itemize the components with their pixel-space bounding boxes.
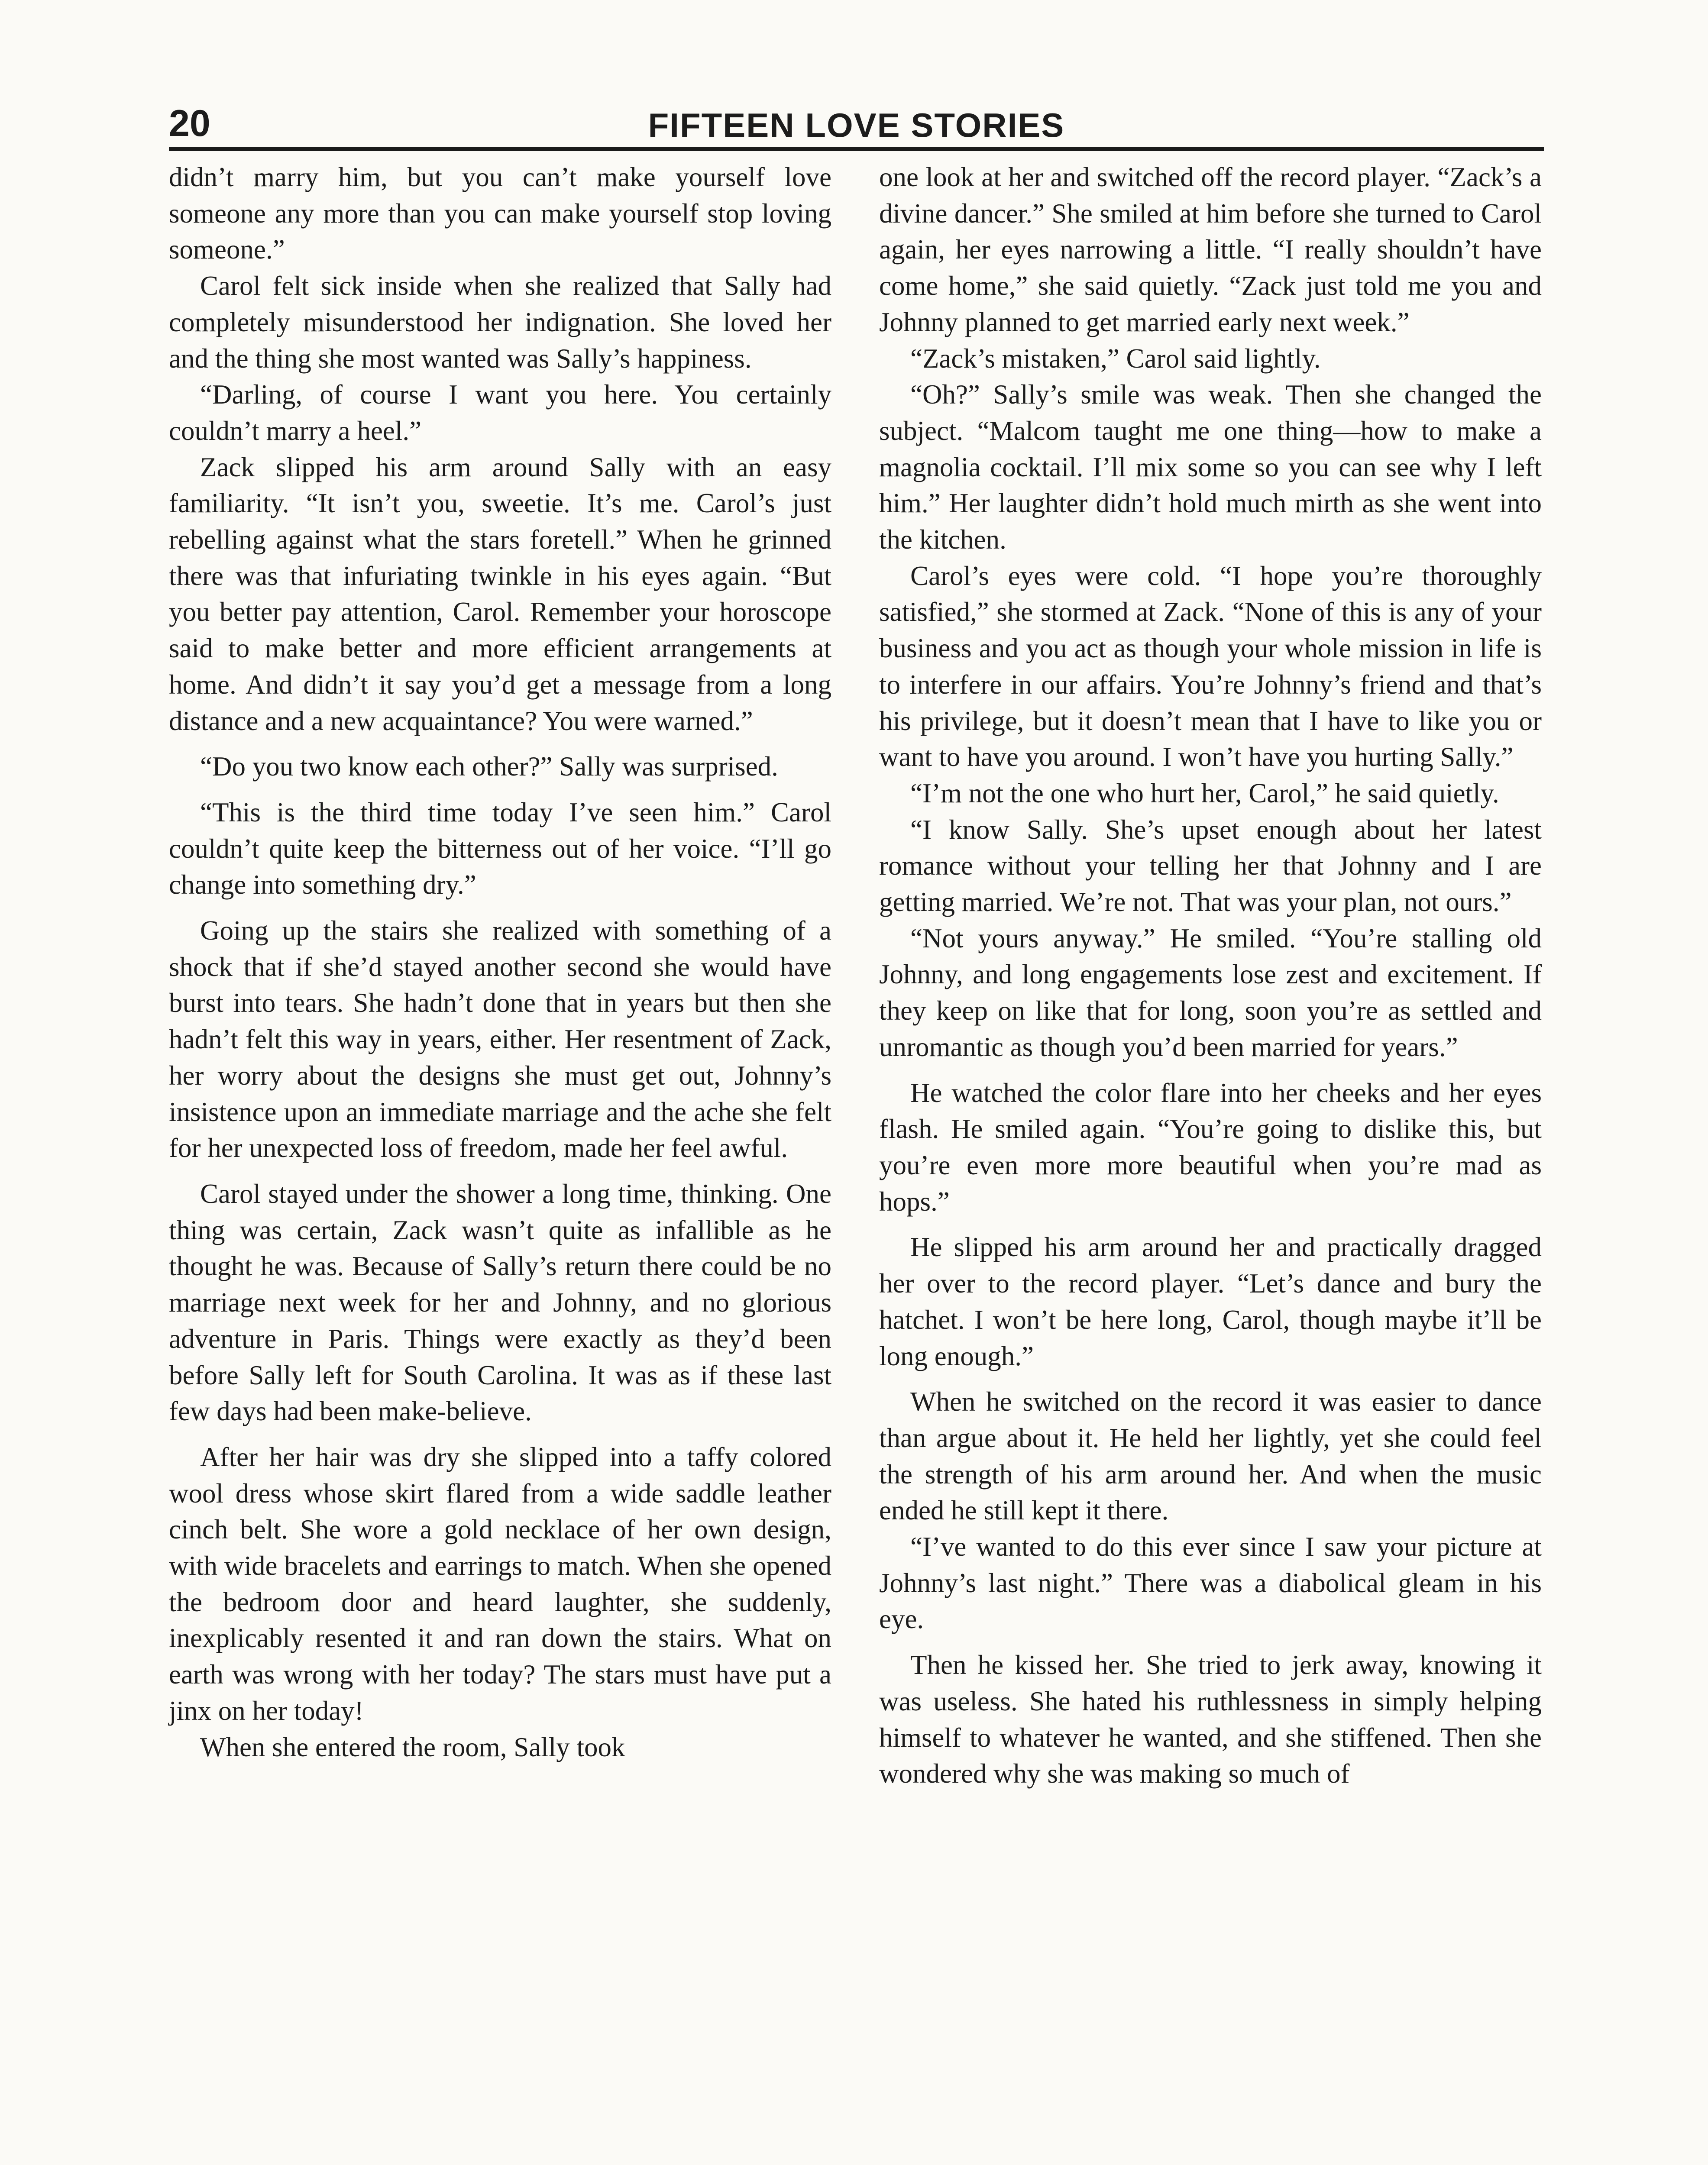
- left-column: [169, 159, 831, 1765]
- paragraph: “Darling, of course I want you here. You certainly couldn’t marry a heel.”: [169, 379, 831, 446]
- paragraph: “Do you two know each other?” Sally was surprised.: [200, 751, 778, 782]
- paragraph: Going up the stairs she realized with something of a shock that if she’d stayed another second she would have burst into tears. She hadn’t done that in years but then she hadn’t felt this way in years, either. Her resentment of Zack, her worry about the designs she must get out, Johnny’s insistence upon an immediate marriage and the ache she felt for her unexpected loss of freedom, made her feel awful.: [169, 915, 831, 1163]
- paragraph: “This is the third time today I’ve seen him.” Carol couldn’t quite keep the bitterness out of her voice. “I’ll go change into something dry.”: [169, 797, 831, 900]
- paragraph: Then he kissed her. She tried to jerk away, knowing it was useless. She hated his ruthlessness in simply helping himself to whatever he wanted, and she stiffened. Then she wondered why she was making so much of: [879, 1650, 1542, 1789]
- paragraph: “Oh?” Sally’s smile was weak. Then she changed the subject. “Malcom taught me one thing—how to make a magnolia cocktail. I’ll mix some so you can see why I left him.” Her laughter didn’t hold much mirth as she went into the kitchen.: [879, 379, 1542, 555]
- paragraph: When she entered the room, Sally took: [200, 1732, 625, 1762]
- paragraph: He slipped his arm around her and practically dragged her over to the record player. “Let’s dance and bury the hatchet. I won’t be here long, Carol, though maybe it’ll be long enough.”: [879, 1232, 1542, 1371]
- paragraph: Carol stayed under the shower a long time, thinking. One thing was certain, Zack wasn’t quite as infallible as he thought he was. Because of Sally’s return there could be no marriage next week for her and Johnny, and no glorious adventure in Paris. Things were exactly as they’d been before Sally left for South Carolina. It was as if these last few days had been make-believe.: [169, 1178, 831, 1427]
- paragraph: one look at her and switched off the record player. “Zack’s a divine dancer.” She smiled at him before she turned to Carol again, her eyes narrowing a little. “I really shouldn’t have come home,” she said quietly. “Zack just told me you and Johnny planned to get married early next week.”: [879, 162, 1542, 337]
- paragraph: Carol’s eyes were cold. “I hope you’re thoroughly satisfied,” she stormed at Zack. “None of this is any of your business and you act as though your whole mission in life is to interfere in our affairs. You’re Johnny’s friend and that’s his privilege, but it doesn’t mean that I have to like you or want to have you around. I won’t have you hurting Sally.”: [879, 560, 1542, 772]
- page-header: [169, 91, 1544, 151]
- paragraph: “I know Sally. She’s upset enough about her latest romance without your telling her that Johnny and I are getting married. We’re not. That was your plan, not ours.”: [879, 814, 1542, 918]
- paragraph: “I’m not the one who hurt her, Carol,” he said quietly.: [910, 778, 1499, 808]
- paragraph: “Zack’s mistaken,” Carol said lightly.: [910, 343, 1321, 374]
- paragraph: When he switched on the record it was easier to dance than argue about it. He held her lightly, yet she could feel the strength of his arm around her. And when the music ended he still kept it there.: [879, 1386, 1542, 1526]
- right-column: [879, 159, 1542, 1792]
- page-number: 20: [169, 103, 210, 144]
- paragraph: didn’t marry him, but you can’t make yourself love someone any more than you can make yourself stop loving someone.”: [169, 162, 831, 265]
- paragraph: Carol felt sick inside when she realized that Sally had completely misunderstood her indignation. She loved her and the thing she most wanted was Sally’s happiness.: [169, 271, 831, 374]
- paragraph: Zack slipped his arm around Sally with an easy familiarity. “It isn’t you, sweetie. It’s me. Carol’s just rebelling against what the stars foretell.” When he grinned there was that infuriating twinkle in his eyes again. “But you better pay attention, Carol. Remember your horoscope said to make better and more efficient arrangements at home. And didn’t it say you’d get a message from a long distance and a new acquaintance? You were warned.”: [169, 452, 831, 736]
- paragraph: He watched the color flare into her cheeks and her eyes flash. He smiled again. “You’re going to dislike this, but you’re even more more beautiful when you’re mad as hops.”: [879, 1077, 1542, 1217]
- paragraph: “I’ve wanted to do this ever since I saw your picture at Johnny’s last night.” There was a diabolical gleam in his eye.: [879, 1532, 1542, 1635]
- paragraph: After her hair was dry she slipped into a taffy colored wool dress whose skirt flared from a wide saddle leather cinch belt. She wore a gold necklace of her own design, with wide bracelets and earrings to match. When she opened the bedroom door and heard laughter, she suddenly, inexplicably resented it and ran down the stairs. What on earth was wrong with her today? The stars must have put a jinx on her today!: [169, 1441, 831, 1726]
- paragraph: “Not yours anyway.” He smiled. “You’re stalling old Johnny, and long engagements lose zest and excitement. If they keep on like that for long, soon you’re as settled and unromantic as though you’d been married for years.”: [879, 923, 1542, 1062]
- running-title: FIFTEEN LOVE STORIES: [648, 106, 1065, 144]
